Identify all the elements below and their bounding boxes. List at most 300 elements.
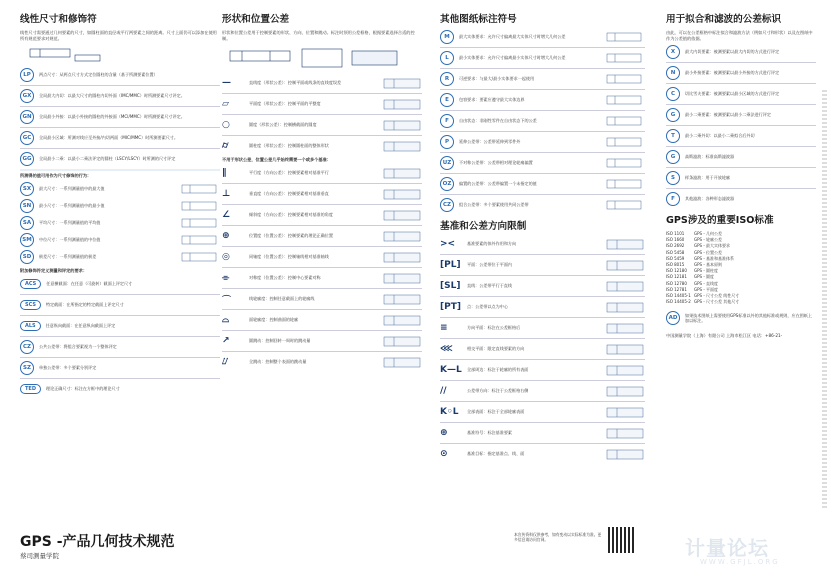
linear-size-list (20, 68, 220, 166)
item-diagram (605, 301, 645, 313)
heading-iso: GPS涉及的重要ISO标准 (666, 215, 774, 226)
list-item (440, 279, 645, 293)
item-diagram (605, 385, 645, 397)
item-text: 单独公差带：多个要素分别评定 (39, 365, 97, 371)
footer-note: 本宣传资料仅供参考，如有变动以实际标准为准。更多信息请访问官网。 (514, 532, 602, 542)
separator (440, 443, 645, 444)
separator (440, 110, 645, 111)
list-item (440, 405, 645, 419)
item-text: 两点尺寸：从两点尺寸方式定位圆柱的含量（基于所测要素位置） (39, 72, 158, 78)
item-diagram (382, 209, 422, 221)
heading-additional: 附加修饰符定义测量和评定的要求： (20, 268, 88, 273)
separator (222, 330, 422, 331)
list-item (222, 250, 422, 264)
item-text: 最大实体要求：允许尺寸偏离最大实体尺寸时增大几何公差 (459, 34, 566, 40)
item-diagram (382, 230, 422, 242)
separator (440, 131, 645, 132)
iso-number: ISO 8015 (666, 262, 685, 268)
item-text: 平面度（形状公差）：控制平面的平整度 (249, 101, 321, 107)
item-text: 其他滤波：各种形态滤波器 (685, 196, 735, 202)
item-text: 特定截面：在所指定的特定截面上评定尺寸 (45, 302, 124, 308)
separator (440, 401, 645, 402)
list-item (20, 382, 220, 396)
code-badge: UZ (440, 156, 454, 170)
code-badge: R (440, 72, 454, 86)
item-text: 公共公差带：将组合要素视为一个整体评定 (39, 344, 117, 350)
item-text: 平面：公差带位于平面内 (467, 262, 513, 268)
separator (440, 422, 645, 423)
list-item (222, 76, 422, 90)
heading-other-symbols: 其他图纸标注符号 (440, 14, 517, 25)
watermark-url: WWW.GFJL.ORG (700, 558, 780, 566)
separator (222, 183, 422, 184)
item-diagram (180, 217, 220, 229)
intro-fitting: 由此，可以在公差框格中标注拟合和滤波方法（例如尺寸和形状）以及在图纸中作为公差值的依据。 (666, 30, 813, 41)
list-item (222, 229, 422, 243)
iso-title: GPS - 直线度 (694, 280, 719, 286)
list-item (440, 237, 645, 251)
list-item (440, 198, 645, 212)
item-text: 样条滤波：用于开放轮廓 (685, 175, 731, 181)
code-badge: ACS (20, 279, 41, 289)
separator (666, 125, 816, 126)
heading-fitting: 用于拟合和滤波的公差标识 (666, 14, 782, 25)
list-item (20, 216, 220, 230)
code-badge: S (666, 171, 680, 185)
item-text: 中位尺寸：一系列测量值的中位值 (39, 237, 101, 243)
item-text: 基准符号：标注基准要素 (467, 430, 513, 436)
symbol: ∥ (222, 168, 227, 178)
item-text: 可逆要求：与最大/最小实体要求一起使用 (459, 76, 535, 82)
code-badge: SCS (20, 300, 41, 310)
datum-list (440, 237, 645, 461)
tolerance-frame-diagram (222, 45, 412, 73)
item-text: 最小二乘要素：被测要素以最小二乘法进行评定 (685, 112, 771, 118)
iso-title: GPS - 圆度 (694, 274, 715, 280)
list-item (20, 233, 220, 247)
symbol: ⊕ (222, 231, 230, 241)
item-diagram (382, 356, 422, 368)
item-text: 全局最小外接：以最小外接的圆柱的外接面（MCI/MMC）时所测要素尺寸评定。 (39, 114, 185, 120)
code-badge: G (666, 150, 680, 164)
separator (440, 173, 645, 174)
code-badge: OZ (440, 177, 454, 191)
symbol: ▱ (222, 99, 229, 109)
list-item (20, 319, 220, 333)
item-diagram (605, 31, 645, 43)
symbol: ◎ (222, 252, 230, 262)
separator (440, 338, 645, 339)
item-diagram (382, 119, 422, 131)
side-strip (822, 90, 827, 510)
iso-number: ISO 12781 (666, 286, 687, 292)
item-diagram (605, 178, 645, 190)
symbol: ⌓ (222, 315, 230, 325)
code-badge: N (666, 66, 680, 80)
iso-title: GPS - 尺寸公差 线性尺寸 (694, 293, 740, 299)
list-item (666, 108, 816, 122)
item-diagram (382, 167, 422, 179)
position-tolerance-list (222, 166, 422, 369)
iso-title: GPS - 基准和基准体系 (694, 255, 735, 261)
item-text: 方向平面：标注在公差框格后 (467, 325, 521, 331)
list-item (20, 182, 220, 196)
separator (222, 93, 422, 94)
list-item (440, 135, 645, 149)
iso-row (666, 299, 816, 305)
list-item (20, 361, 220, 375)
list-item (20, 89, 220, 103)
separator (440, 194, 645, 195)
list-item (666, 66, 816, 80)
code-badge: SA (20, 216, 34, 230)
symbol: K◦L (440, 407, 459, 417)
item-text: 最小实体要求：允许尺寸偏离最小实体尺寸时增大几何公差 (459, 55, 566, 61)
code-badge: SZ (20, 361, 34, 375)
symbol: >< (440, 239, 456, 249)
symbol: ⊙ (440, 449, 448, 459)
item-diagram (382, 293, 422, 305)
item-text: 公差带方向：标注于公差框格右侧 (467, 388, 529, 394)
item-diagram (605, 343, 645, 355)
symbol: ∠ (222, 210, 231, 220)
additional-modifier-list (20, 277, 220, 396)
item-text: 圆跳动：控制回转一周时的跳动量 (249, 338, 311, 344)
item-text: 平行度（方向公差）：控制要素相对基准平行 (249, 170, 329, 176)
list-item (20, 152, 220, 166)
list-item (20, 110, 220, 124)
heading-linear-size: 线性尺寸和修饰符 (20, 14, 97, 25)
iso-list (666, 231, 816, 305)
item-diagram (605, 427, 645, 439)
page-title: GPS -产品几何技术规范 (20, 534, 175, 550)
separator (222, 288, 422, 289)
item-diagram (605, 52, 645, 64)
separator (440, 296, 645, 297)
item-text: 全局最小区域：所测对线应至外接/内切两面（MIC/MMC）时所测要素尺寸。 (39, 135, 178, 141)
item-text: 最小外接要素：被测要素以最小外接的方式进行评定 (685, 70, 780, 76)
separator (222, 351, 422, 352)
separator (666, 167, 816, 168)
iso-number: ISO 2692 (666, 243, 685, 249)
item-text: 包容要求：要素应遵守最大实体边界 (459, 97, 525, 103)
item-text: 面轮廓度：控制曲面的轮廓 (249, 317, 299, 323)
list-item (20, 68, 220, 82)
separator (666, 188, 816, 189)
symbol: — (222, 78, 231, 88)
separator (222, 135, 422, 136)
symbol: ⌯ (222, 273, 230, 283)
list-item (666, 45, 816, 59)
item-text: 对称度（位置公差）：控制中心要素对称 (249, 275, 321, 281)
item-diagram (382, 140, 422, 152)
list-item (440, 342, 645, 356)
list-item (222, 166, 422, 180)
item-diagram (382, 314, 422, 326)
item-diagram (180, 234, 220, 246)
separator (666, 62, 816, 63)
other-symbols-list (440, 30, 645, 212)
iso-title: GPS - 圆柱度 (694, 268, 719, 274)
tolerance-frame-example (222, 45, 422, 73)
symbol: [SL] (440, 281, 461, 291)
separator (20, 378, 220, 379)
item-text: 全跳动：控制整个表面的跳动量 (249, 359, 307, 365)
list-item (440, 177, 645, 191)
column-fitting (666, 0, 816, 339)
ad-text: 如果技术图纸上需要使用GPS标准以外的其他标准或规则，应在图纸上加以标注。 (685, 313, 812, 324)
item-text: 直线度（形状公差）：控制平面或线条的直线度误差 (249, 80, 342, 86)
item-text: 偏置的公差带：公差带偏置一个未指定的值 (459, 181, 537, 187)
iso-number: ISO 12181 (666, 274, 687, 280)
code-badge: CZ (20, 340, 34, 354)
separator (440, 68, 645, 69)
iso-title: GPS - 位置公差 (694, 249, 723, 255)
separator (666, 146, 816, 147)
separator (440, 89, 645, 90)
symbol: ⊥ (222, 189, 231, 199)
separator (440, 254, 645, 255)
iso-number: ISO 12180 (666, 268, 687, 274)
column-other-symbols (440, 0, 645, 464)
watermark: 计量论坛 (685, 536, 769, 560)
item-text: 基准目标：指定基准点、线、面 (467, 451, 525, 457)
code-badge: T (666, 129, 680, 143)
ad-row (666, 311, 816, 325)
code-badge: C (666, 87, 680, 101)
iso-number: ISO 1101 (666, 231, 685, 236)
code-badge: GG (20, 152, 34, 166)
separator (20, 148, 220, 149)
symbol: // (440, 386, 447, 396)
list-item (440, 51, 645, 65)
list-item (440, 363, 645, 377)
item-text: 全局最小二乘：以最小二乘法评定的圆柱（LSCY/LSCY）时所测的尺寸评定 (39, 156, 176, 162)
heading-modifiers: 所测得的值可用作为尺寸修饰的行为： (20, 173, 92, 178)
frame-diagram (20, 45, 110, 65)
column-linear-size (20, 0, 220, 399)
item-diagram (382, 251, 422, 263)
code-badge: P (440, 135, 454, 149)
list-item (20, 250, 220, 264)
separator (222, 204, 422, 205)
symbol: ⌰ (222, 357, 228, 367)
item-diagram (605, 259, 645, 271)
list-item (666, 192, 816, 206)
item-diagram (605, 115, 645, 127)
symbol: ↗ (222, 336, 230, 346)
list-item (222, 334, 422, 348)
list-item (222, 271, 422, 285)
item-text: 相交平面：限定直线要素的方向 (467, 346, 525, 352)
code-badge: F (440, 114, 454, 128)
separator (20, 336, 220, 337)
iso-title: GPS - 基本原则 (694, 262, 723, 268)
separator (20, 357, 220, 358)
form-tolerance-list (222, 76, 422, 153)
item-text: 直线：公差带平行于直线 (467, 283, 513, 289)
code-badge: L (440, 51, 454, 65)
list-item (440, 93, 645, 107)
item-diagram (605, 94, 645, 106)
separator (440, 47, 645, 48)
symbol: [PT] (440, 302, 461, 312)
item-diagram (605, 157, 645, 169)
symbol: ⌒ (222, 295, 232, 306)
item-text: 基准要素的体外作用和方向 (467, 241, 517, 247)
page-subtitle: 蔡司测量学院 (20, 552, 59, 560)
item-diagram (605, 136, 645, 148)
list-item (440, 30, 645, 44)
iso-number: ISO 14405-1 (666, 293, 691, 299)
iso-title: GPS - 轮廓公差 (694, 237, 723, 243)
company-info: 中国测量学院（上海）有限公司 上海市松江区 电话：+86-21- (666, 333, 783, 339)
code-badge: X (666, 45, 680, 59)
code-badge: M (440, 30, 454, 44)
separator (20, 106, 220, 107)
separator (666, 83, 816, 84)
symbol: ≡ (440, 323, 448, 333)
item-text: 组合公差带：多个要素使用共同公差带 (459, 202, 529, 208)
list-item (440, 447, 645, 461)
item-text: 全部周边：标注于轮廓的所有表面 (467, 367, 529, 373)
heading-position: 不用于形状公差，位置公差几乎始终需要一个或多个基准： (222, 157, 331, 162)
item-diagram (382, 77, 422, 89)
item-text: 任意纵向截面：在任意纵向截面上评定 (45, 323, 116, 329)
code-badge: LP (20, 68, 34, 82)
item-text: 位置度（位置公差）：控制要素的理论正确位置 (249, 233, 333, 239)
heading-form-position: 形状和位置公差 (222, 14, 290, 25)
separator (666, 104, 816, 105)
item-text: 最小二乘外切：以最小二乘拟合后外切 (685, 133, 755, 139)
code-badge: SM (20, 233, 34, 247)
separator (20, 85, 220, 86)
iso-number: ISO 5458 (666, 249, 685, 255)
separator (20, 127, 220, 128)
list-item (440, 384, 645, 398)
list-item (440, 72, 645, 86)
heading-datum: 基准和公差方向限制 (440, 221, 527, 232)
iso-title: GPS - 尺寸公差 其他尺寸 (694, 299, 740, 305)
qr-code (608, 527, 634, 553)
symbol: ⋘ (440, 344, 453, 354)
iso-number: ISO 12780 (666, 280, 687, 286)
code-badge: GX (20, 89, 34, 103)
item-text: 最大尺寸：一系列测量值中的最大值 (39, 186, 105, 192)
item-text: 不对称公差带：公差带相对理论轮廓偏置 (459, 160, 533, 166)
item-diagram (605, 364, 645, 376)
symbol: ⊕ (440, 428, 448, 438)
list-item (222, 187, 422, 201)
code-badge: CZ (440, 198, 454, 212)
item-text: 最大内切要素：被测要素以最大内切的方式进行评定 (685, 49, 780, 55)
code-badge: G (666, 108, 680, 122)
symbol: ○ (222, 120, 230, 130)
list-item (222, 355, 422, 369)
item-text: 线轮廓度：控制任意截面上的轮廓线 (249, 296, 315, 302)
iso-number: ISO 14405-2 (666, 299, 691, 305)
item-diagram (180, 251, 220, 263)
separator (440, 275, 645, 276)
symbol: ⌭ (222, 141, 229, 151)
item-text: 极差尺寸：一系列测量值的极差 (39, 254, 97, 260)
item-text: 高斯滤波：标准高斯滤波器 (685, 154, 735, 160)
list-item (222, 97, 422, 111)
separator (440, 359, 645, 360)
list-item (20, 131, 220, 145)
item-text: 最小尺寸：一系列测量值中的最小值 (39, 203, 105, 209)
item-text: 理论正确尺寸：标注在方框中的理论尺寸 (45, 386, 120, 392)
list-item (440, 114, 645, 128)
item-text: 全部表面：标注于全部轮廓表面 (467, 409, 525, 415)
iso-number: ISO 1660 (666, 237, 685, 243)
item-text: 倾斜度（方向公差）：控制要素相对基准的角度 (249, 212, 333, 218)
list-item (440, 426, 645, 440)
iso-title: GPS - 最大实体要求 (694, 243, 731, 249)
code-badge: GN (20, 110, 34, 124)
item-text: 切比雪夫要素：被测要素以最小区域的方式进行评定 (685, 91, 780, 97)
code-badge: SX (20, 182, 34, 196)
symbol: [PL] (440, 260, 461, 270)
item-text: 垂直度（方向公差）：控制要素相对基准垂直 (249, 191, 329, 197)
iso-number: ISO 5459 (666, 255, 685, 261)
list-item (20, 277, 220, 291)
item-text: 任意横截面：在任意（可旋转）截面上评定尺寸 (46, 281, 133, 287)
code-badge: ALS (20, 321, 41, 331)
code-badge: E (440, 93, 454, 107)
item-text: 自由状态：非刚性零件在自由状态下的公差 (459, 118, 537, 124)
separator (440, 380, 645, 381)
separator (222, 267, 422, 268)
list-item (20, 298, 220, 312)
item-diagram (180, 183, 220, 195)
code-badge: SN (20, 199, 34, 213)
list-item (20, 340, 220, 354)
item-diagram (605, 199, 645, 211)
item-diagram (605, 73, 645, 85)
separator (222, 225, 422, 226)
item-text: 圆柱度（形状公差）：控制圆柱面的整体形状 (249, 143, 329, 149)
column-form-position (222, 0, 422, 372)
ad-badge: AD (666, 311, 680, 325)
list-item (440, 321, 645, 335)
item-diagram (382, 188, 422, 200)
fitting-list (666, 45, 816, 206)
list-item (440, 258, 645, 272)
item-text: 点：公差带以点为中心 (467, 304, 508, 310)
item-diagram (382, 98, 422, 110)
example-frame (20, 45, 220, 65)
intro-form-position: 形状和位置公差用于控制要素的形状、方向、位置和跳动。标注时须用公差框格，根据要素选择合适的控制。 (222, 30, 415, 41)
item-diagram (605, 280, 645, 292)
separator (440, 317, 645, 318)
separator (222, 246, 422, 247)
list-item (666, 150, 816, 164)
item-text: 平均尺寸：一系列测量值的平均值 (39, 220, 101, 226)
list-item (222, 139, 422, 153)
item-text: 全局最大内切：以最大尺寸的圆柱内切外面（IMC/MMC）时所测要素尺寸评定。 (39, 93, 185, 99)
list-item (222, 208, 422, 222)
iso-title: GPS - 平面度 (694, 286, 719, 292)
list-item (440, 300, 645, 314)
item-diagram (180, 200, 220, 212)
symbol: K—L (440, 365, 462, 375)
item-diagram (605, 238, 645, 250)
item-text: 延伸公差带：公差带延伸到零件外 (459, 139, 521, 145)
list-item (666, 171, 816, 185)
separator (20, 294, 220, 295)
list-item (222, 292, 422, 306)
